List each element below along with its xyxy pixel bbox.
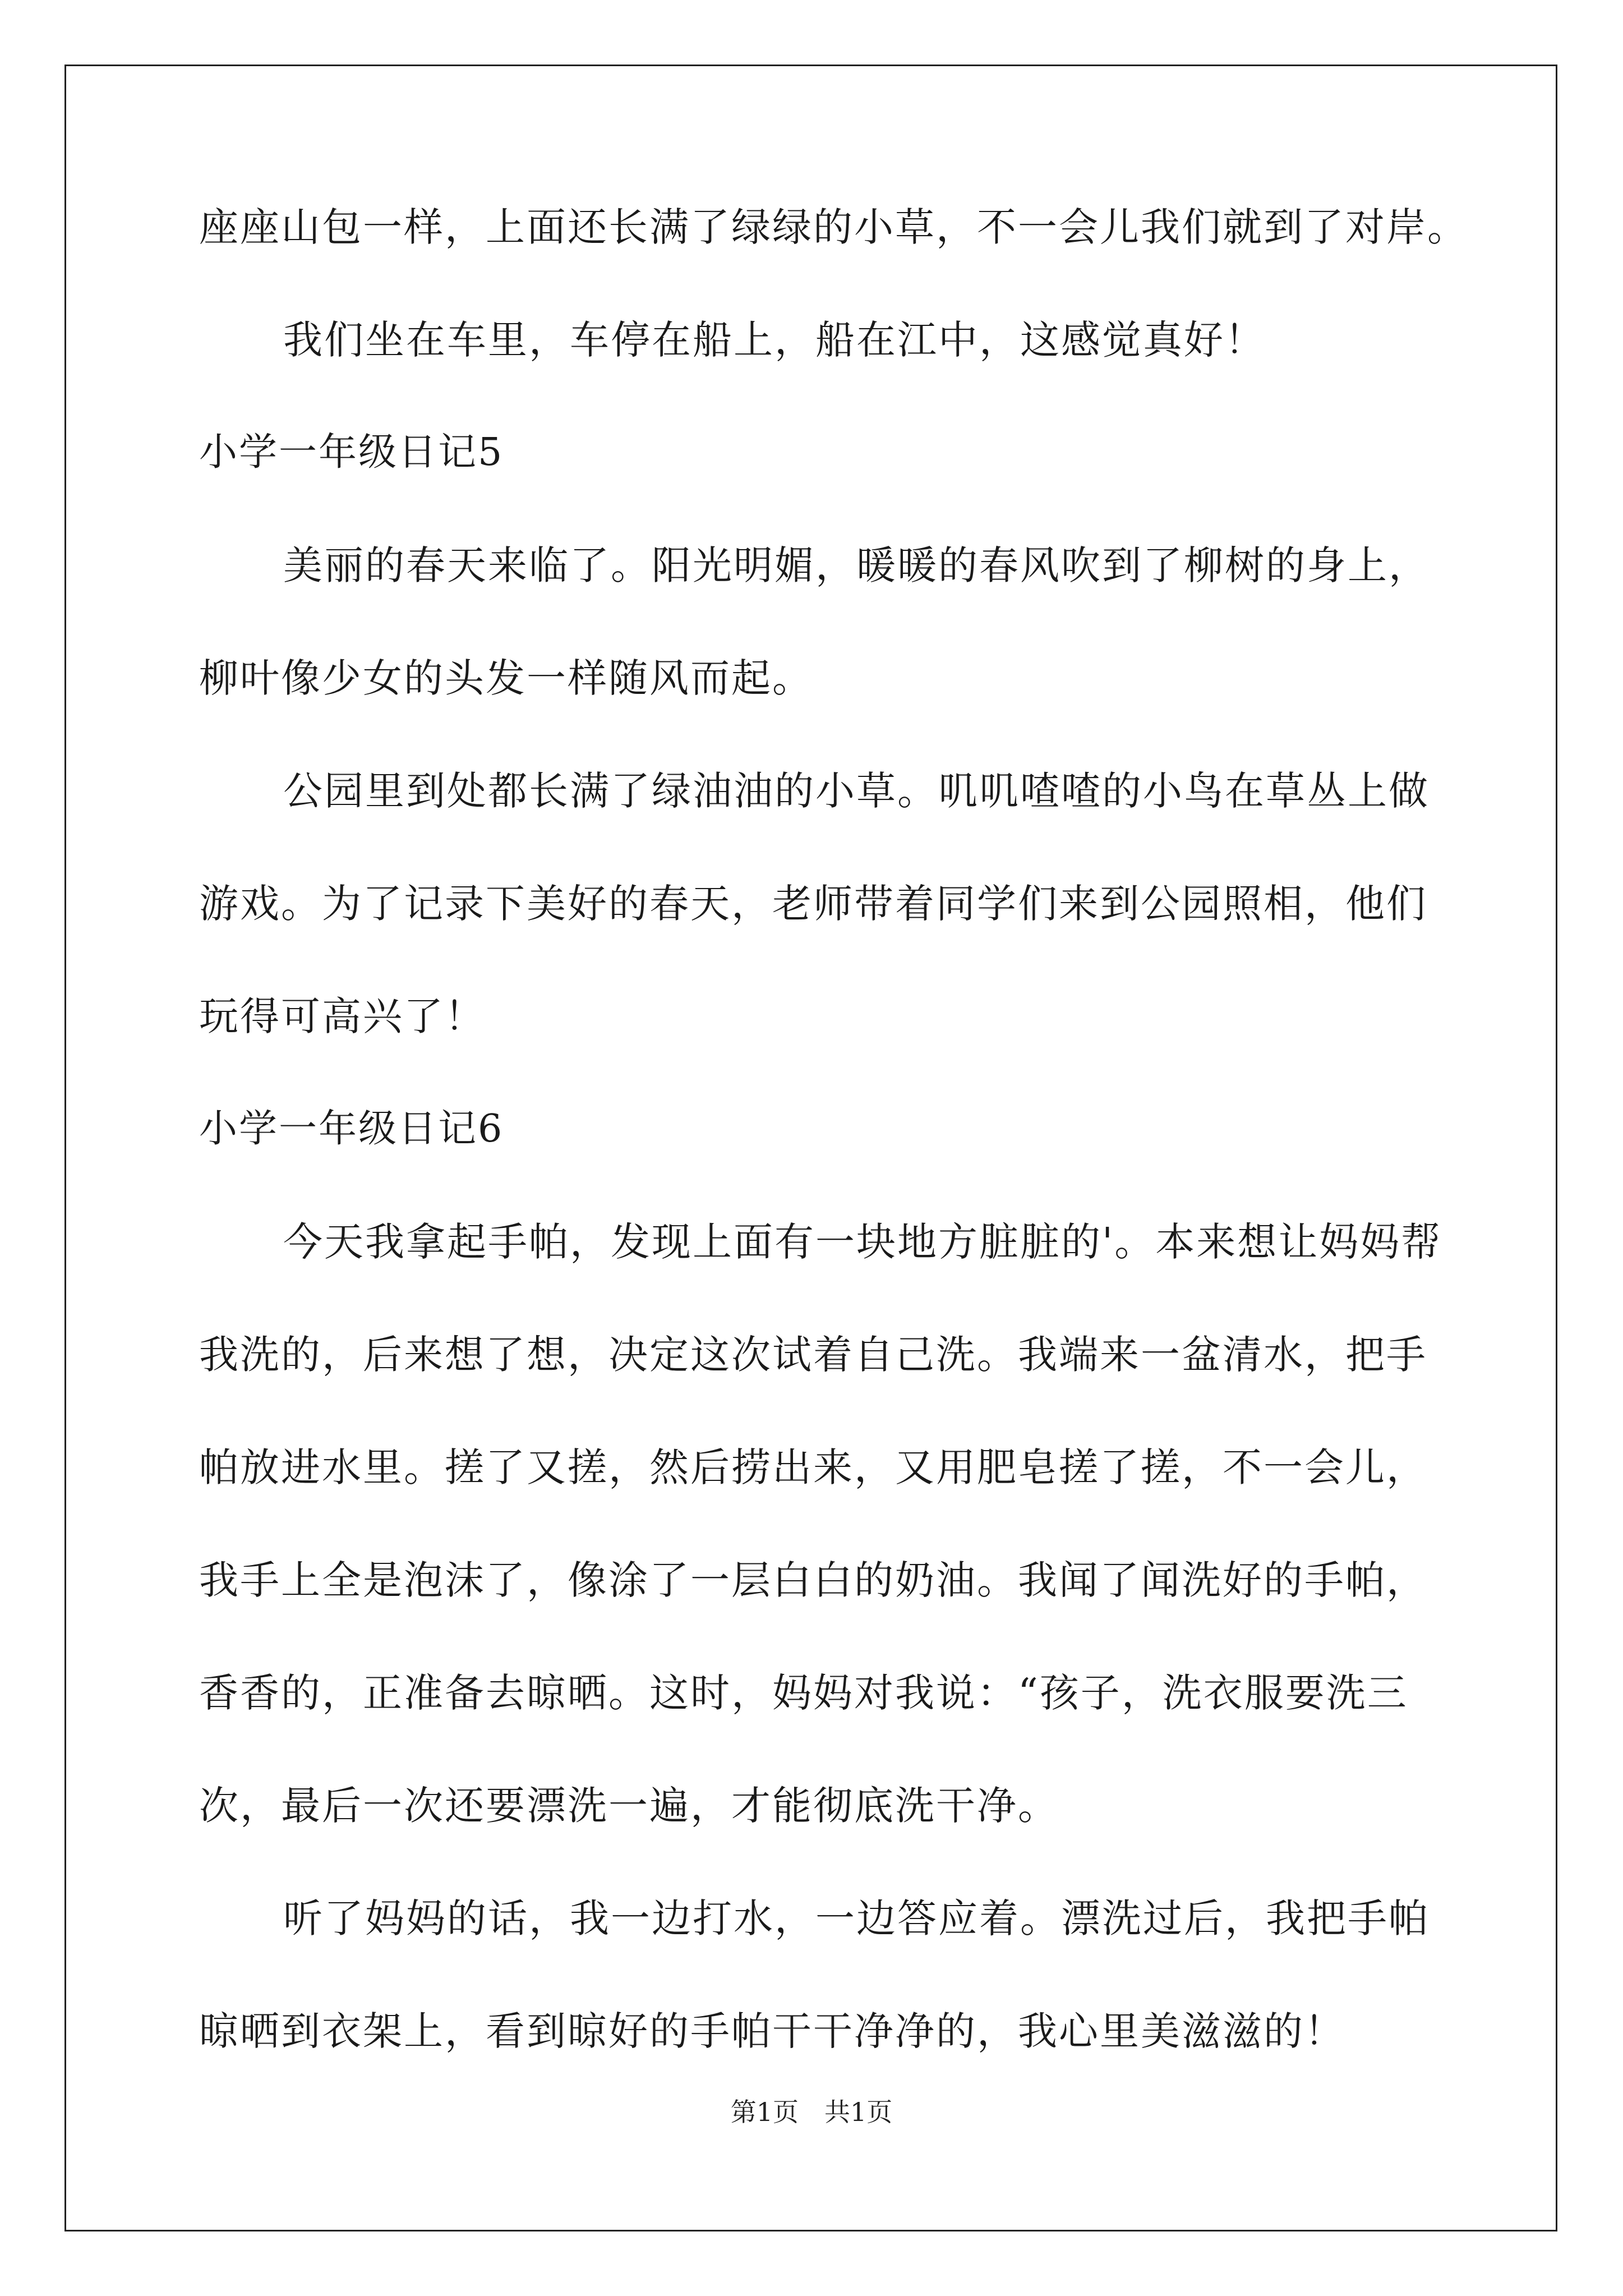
text-line: 今天我拿起手帕，发现上面有一块地方脏脏的'。本来想让妈妈帮 (283, 1219, 1442, 1265)
text-line: 香香的，正准备去晾晒。这时，妈妈对我说：“孩子，洗衣服要洗三 (199, 1670, 1408, 1716)
text-line: 美丽的春天来临了。阳光明媚，暖暖的春风吹到了柳树的身上， (283, 542, 1430, 588)
text-line: 公园里到处都长满了绿油油的小草。叽叽喳喳的小鸟在草丛上做 (283, 768, 1430, 814)
page-footer: 第1页 共1页 (730, 2097, 893, 2127)
text-line: 晾晒到衣架上，看到晾好的手帕干干净净的，我心里美滋滋的！ (199, 2008, 1345, 2054)
text-line: 座座山包一样，上面还长满了绿绿的小草，不一会儿我们就到了对岸。 (199, 204, 1468, 250)
text-line: 我洗的，后来想了想，决定这次试着自己洗。我端来一盆清水，把手 (199, 1332, 1427, 1378)
section-heading: 小学一年级日记5 (199, 430, 504, 475)
text-line: 玩得可高兴了！ (199, 993, 486, 1039)
text-line: 游戏。为了记录下美好的春天，老师带着同学们来到公园照相，他们 (199, 881, 1427, 927)
text-line: 次，最后一次还要漂洗一遍，才能彻底洗干净。 (199, 1783, 1059, 1829)
text-line: 我们坐在车里，车停在船上，船在江中，这感觉真好！ (283, 317, 1266, 363)
section-heading: 小学一年级日记6 (199, 1107, 504, 1151)
document-body (199, 204, 1468, 2124)
text-line: 帕放进水里。搓了又搓，然后捞出来，又用肥皂搓了搓，不一会儿， (199, 1444, 1427, 1490)
text-line: 我手上全是泡沫了，像涂了一层白白的奶油。我闻了闻洗好的手帕， (199, 1557, 1427, 1603)
text-line: 柳叶像少女的头发一样随风而起。 (199, 655, 813, 701)
text-line: 听了妈妈的话，我一边打水，一边答应着。漂洗过后，我把手帕 (283, 1895, 1430, 1941)
